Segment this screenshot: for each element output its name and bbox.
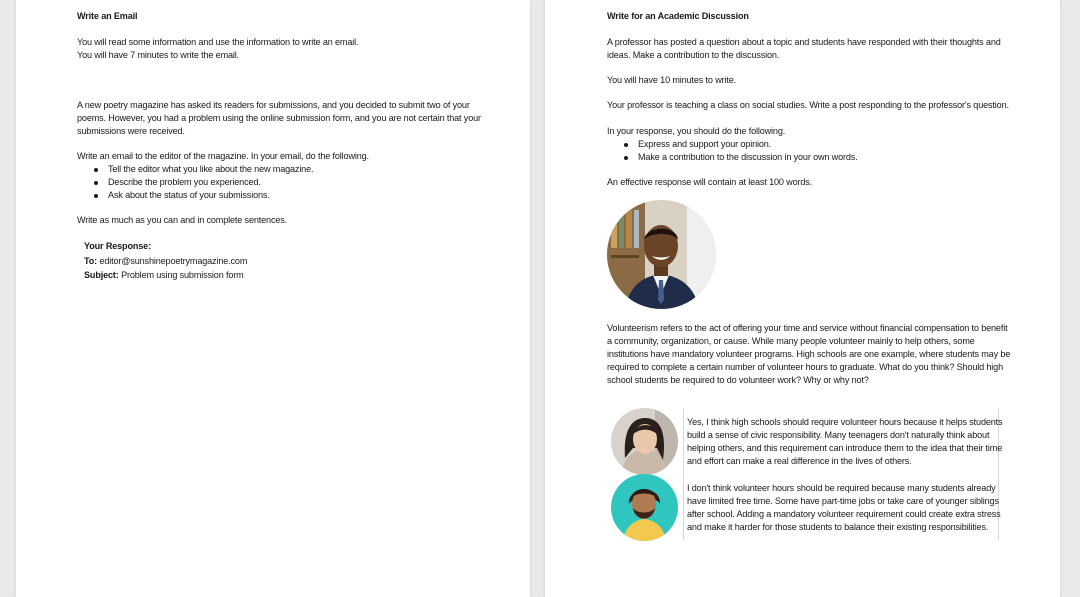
email-intro (77, 36, 358, 62)
professor-question-line: Volunteerism refers to the act of offering your time and service without financial compensation to benefit (607, 323, 1008, 333)
email-task-title: Write an Email (77, 11, 138, 21)
to-address: editor@sunshinepoetrymagazine.com (99, 256, 248, 266)
discussion-intro-line: A professor has posted a question about a topic and students have responded with their thoughts and (607, 37, 1001, 47)
subject-label: Subject: (84, 270, 119, 280)
discussion-requirement: An effective response will contain at least 100 words. (607, 177, 813, 187)
student-1-response-line: and effort can make a real difference in the lives of others. (687, 456, 912, 466)
email-task-intro: Write an email to the editor of the magazine. In your email, do the following. (77, 151, 369, 161)
student-2-response (687, 482, 1001, 534)
discussion-task-bullets (607, 138, 858, 164)
subject-value: Problem using submission form (121, 270, 244, 280)
discussion-time: You will have 10 minutes to write. (607, 75, 737, 85)
professor-question-line: required to complete a certain number of volunteer hours to graduate. What do you think? Should high (607, 362, 1003, 372)
student-1-response-line: Yes, I think high schools should require volunteer hours because it helps students (687, 417, 1003, 427)
bullet-item: Express and support your opinion. (607, 138, 858, 151)
page-write-an-email (16, 0, 530, 597)
student-1-response-line: build a sense of civic responsibility. Many teenagers don't naturally think about (687, 430, 990, 440)
bullet-item: Ask about the status of your submissions. (77, 189, 313, 202)
discussion-context: Your professor is teaching a class on social studies. Write a post responding to the professor's question. (607, 100, 1009, 110)
student-photo-icon (611, 474, 678, 541)
bullet-item: Tell the editor what you like about the new magazine. (77, 163, 313, 176)
discussion-task-title: Write for an Academic Discussion (607, 11, 749, 21)
email-closing-instruction: Write as much as you can and in complete sentences. (77, 215, 288, 225)
to-label: To: (84, 256, 98, 266)
email-subject-line (84, 269, 244, 282)
response-label: Your Response: (84, 241, 151, 251)
email-scenario (77, 99, 481, 138)
discussion-intro (607, 36, 1001, 62)
email-intro-line: You will read some information and use the information to write an email. (77, 37, 359, 47)
email-scenario-line: A new poetry magazine has asked its readers for submissions, and you decided to submit two of your (77, 100, 470, 110)
email-scenario-line: submissions were received. (77, 126, 185, 136)
student-2-response-line: after school. Adding a mandatory volunteer requirement could create extra stress (687, 509, 1001, 519)
student-2-response-line: have limited free time. Some have part-time jobs or take care of younger siblings (687, 496, 999, 506)
bullet-item: Describe the problem you experienced. (77, 176, 313, 189)
professor-question-line: school students be required to do volunteer work? Why or why not? (607, 375, 869, 385)
student-2-response-line: I don't think volunteer hours should be required because many students already (687, 483, 996, 493)
discussion-intro-line: ideas. Make a contribution to the discussion. (607, 50, 780, 60)
email-scenario-line: poems. However, you had a problem using the online submission form, and you are not certain that your (77, 113, 481, 123)
professor-question-line: institutions have mandatory volunteer programs. High schools are one example, where students may be (607, 349, 1011, 359)
discussion-task-intro: In your response, you should do the following. (607, 126, 786, 136)
email-task-bullets (77, 163, 313, 202)
student-2-avatar (611, 474, 678, 541)
professor-avatar (607, 200, 716, 309)
email-intro-line: You will have 7 minutes to write the email. (77, 50, 240, 60)
professor-photo-icon (607, 200, 716, 309)
student-1-avatar (611, 408, 678, 475)
professor-question (607, 322, 1010, 387)
student-photo-icon (611, 408, 678, 475)
student-2-response-line: and make it harder for those students to balance their existing responsibilities. (687, 522, 989, 532)
student-1-response (687, 416, 1002, 468)
professor-question-line: a community, organization, or cause. While many people volunteer mainly to help others, some (607, 336, 975, 346)
student-1-response-line: helping others, and this requirement can introduce them to the idea that their time (687, 443, 1003, 453)
bullet-item: Make a contribution to the discussion in your own words. (607, 151, 858, 164)
email-to-line (84, 255, 247, 268)
